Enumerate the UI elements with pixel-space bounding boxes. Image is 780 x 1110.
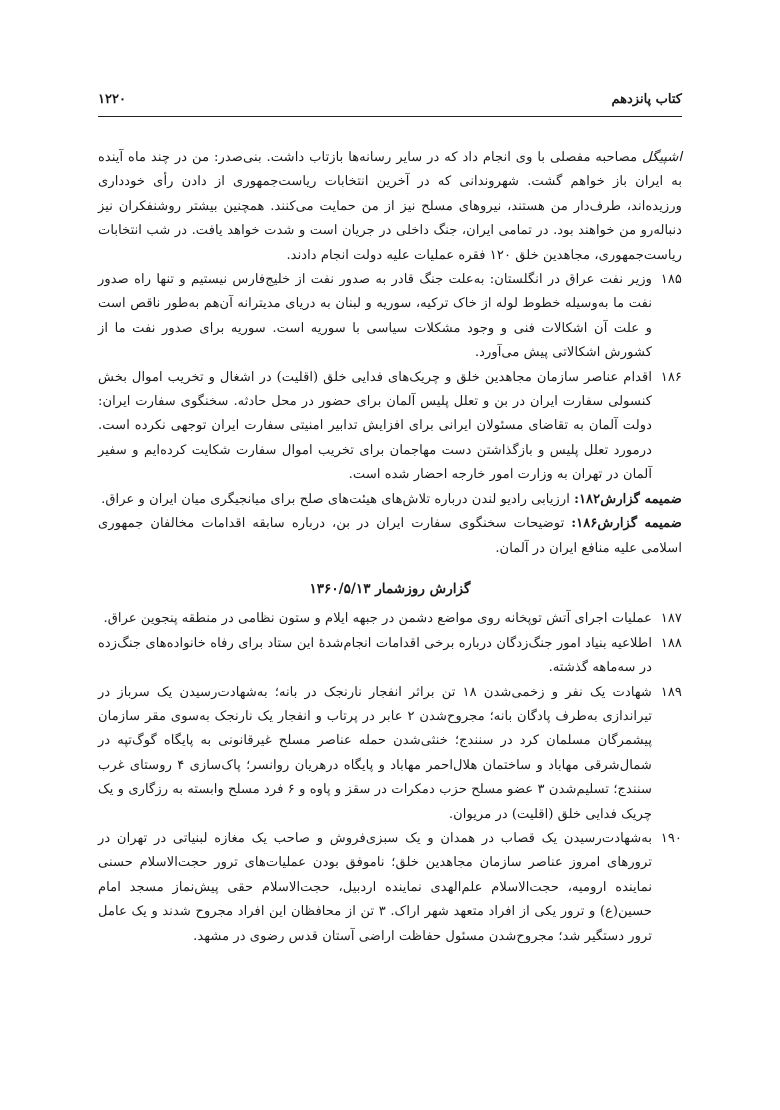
item-number: ۱۹۰ <box>660 830 682 846</box>
item-text: عملیات اجرای آتش توپخانه روی مواضع دشمن در جبهه ایلام و ستون نظامی در منطقه پنجوین عراق. <box>103 611 652 627</box>
book-title: کتاب پانزدهم <box>611 92 682 107</box>
item-number: ۱۸۵ <box>660 272 682 288</box>
list-item <box>98 681 682 827</box>
annex-label: ضمیمه گزارش۱۸۶: <box>571 516 682 532</box>
item-number: ۱۸۸ <box>660 635 682 651</box>
item-text: به‌شهادت‌رسیدن یک قصاب در همدان و یک سبزی‌فروش و صاحب یک مغازه لبنیاتی در تهران در ترورهای امروز عناصر سازمان مجاهدین خلق؛ ناموفق بودن عملیات‌های ترور حجت‌الاسلام حسنی نماینده ارومیه، حجت‌الاسلام علم‌الهدی نماینده اردبیل، حجت‌الاسلام حقی پیش‌نماز مسجد امام حسین(ع) و ترور یکی از افراد متعهد شهر اراک. ۳ تن از محافظان این افراد مجروح شدند و یک عامل ترور دستگیر شد؛ مجروح‌شدن مسئول حفاظت اراضی آستان قدس رضوی در مشهد. <box>98 830 653 944</box>
intro-paragraph <box>98 146 682 268</box>
source-name: اشپیگل <box>642 150 682 165</box>
page-number: ۱۲۲۰ <box>98 92 126 107</box>
page-body <box>98 146 682 949</box>
annex-note <box>98 488 682 512</box>
list-item <box>98 827 682 949</box>
item-text: اقدام عناصر سازمان مجاهدین خلق و چریک‌های فدایی خلق (اقلیت) در اشغال و تخریب اموال بخش کنسولی سفارت ایران در بن و تعلل پلیس آلمان برای حضور در محل حادثه. سخنگوی سفارت ایران: دولت آلمان به تقاضای مسئولان ایرانی برای افزایش تدابیر امنیتی سفارت ایران توجهی نکرده است. درمورد تعلل پلیس و بازگذاشتن دست مهاجمان برای تخریب اموال سفارت شکایت کرده‌ایم و سفیر آلمان در تهران به وزارت امور خارجه احضار شده است. <box>98 369 652 483</box>
annex-label: ضمیمه گزارش۱۸۲: <box>574 491 682 507</box>
item-number: ۱۸۹ <box>660 684 682 700</box>
list-item <box>98 366 682 488</box>
header-divider <box>98 116 682 117</box>
item-text: وزیر نفت عراق در انگلستان: به‌علت جنگ قادر به صدور نفت از خلیج‌فارس نیستیم و تنها راه صدور نفت ما به‌وسیله خطوط لوله از خاک ترکیه، سوریه و لبنان به دریای مدیترانه آن‌هم به‌طور ناقص است و علت آن اشکالات فنی و وجود مشکلات سیاسی با سوریه است. سوریه برای صدور نفت ما از کشورش اشکالاتی پیش می‌آورد. <box>98 272 652 361</box>
running-header <box>98 92 682 114</box>
item-text: اطلاعیه بنیاد امور جنگ‌زدگان درباره برخی اقدامات انجام‌شدهٔ این ستاد برای رفاه خانواده‌های جنگ‌زده در سه‌ماهه گذشته. <box>98 635 652 676</box>
list-item <box>98 607 682 631</box>
item-number: ۱۸۷ <box>660 611 682 627</box>
item-text: شهادت یک نفر و زخمی‌شدن ۱۸ تن براثر انفجار نارنجک در بانه؛ به‌شهادت‌رسیدن یک سرباز در تیراندازی به‌طرف پادگان بانه؛ مجروح‌شدن ۲ عابر در پرتاب و انفجار یک نارنجک به‌سوی مقر سازمان پیشمرگان مسلمان کرد در سنندج؛ خنثی‌شدن حمله عناصر مسلح غیرقانونی به پایگاه گوگ‌تپه در شمال‌شرقی مهاباد و ساختمان هلال‌احمر مهاباد و پایگاه درهریان روانسر؛ پاک‌سازی ۴ روستای غرب سنندج؛ تسلیم‌شدن ۳ عضو مسلح حزب دمکرات در سقز و پاوه و ۶ فرد مسلح وابسته به رزگاری و یک چریک فدایی خلق (اقلیت) در مریوان. <box>98 684 652 822</box>
daily-report-title: گزارش روزشمار ۱۳۶۰/۵/۱۳ <box>309 580 471 597</box>
annex-text: توضیحات سخنگوی سفارت ایران در بن، درباره سابقه اقدامات مخالفان جمهوری اسلامی علیه منافع ایران در آلمان. <box>98 516 682 556</box>
list-item <box>98 268 682 366</box>
list-item <box>98 632 682 681</box>
annex-note <box>98 512 682 561</box>
intro-text: مصاحبه مفصلی با وی انجام داد که در سایر رسانه‌ها بازتاب داشت. بنی‌صدر: من در چند ماه آینده به ایران باز خواهم گشت. شهروندانی که در آخرین انتخابات ریاست‌جمهوری از دادن رأی خودداری ورزیده‌اند، طرف‌دار من هستند، نیروهای مسلح نیز از من حمایت می‌کنند. همچنین بیشتر روشنفکران نیز دنباله‌رو من خواهند بود. در تمامی ایران، جنگ داخلی در جریان است و شدت خواهد یافت. در شب انتخابات ریاست‌جمهوری، مجاهدین خلق ۱۲۰ فقره عملیات علیه دولت انجام دادند. <box>98 150 682 263</box>
annex-text: ارزیابی رادیو لندن درباره تلاش‌های هیئت‌های صلح برای میانجیگری میان ایران و عراق. <box>101 491 575 507</box>
item-number: ۱۸۶ <box>660 369 682 385</box>
